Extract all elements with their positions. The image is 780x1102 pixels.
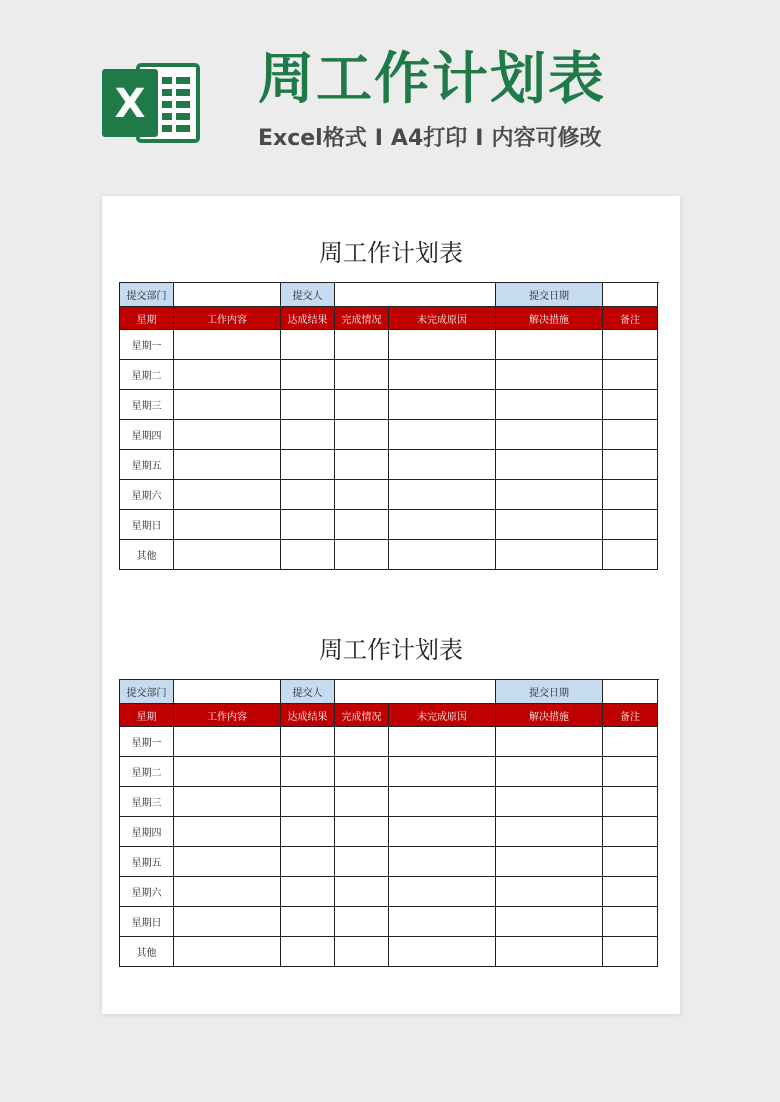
entry-cell[interactable] (389, 480, 496, 510)
entry-cell[interactable] (174, 787, 281, 817)
entry-cell[interactable] (389, 450, 496, 480)
entry-cell[interactable] (335, 360, 389, 390)
day-label: 星期四 (120, 817, 174, 847)
column-header-row (120, 704, 658, 727)
entry-cell[interactable] (174, 847, 281, 877)
day-label: 星期三 (120, 390, 174, 420)
entry-cell[interactable] (389, 847, 496, 877)
table-row (120, 420, 658, 450)
table-row (120, 877, 658, 907)
subtitle-separator: I (475, 126, 484, 151)
day-label: 星期四 (120, 420, 174, 450)
entry-cell[interactable] (281, 757, 335, 787)
column-header: 星期 (120, 307, 174, 330)
column-header: 备注 (603, 307, 658, 330)
entry-cell[interactable] (603, 937, 658, 967)
entry-cell[interactable] (603, 480, 658, 510)
entry-cell[interactable] (389, 877, 496, 907)
entry-cell[interactable] (335, 390, 389, 420)
table-row (120, 390, 658, 420)
entry-cell[interactable] (174, 727, 281, 757)
dept-label: 提交部门 (120, 283, 174, 307)
entry-cell[interactable] (496, 540, 603, 570)
table-row (120, 330, 658, 360)
submitter-label: 提交人 (281, 680, 335, 704)
entry-cell[interactable] (281, 540, 335, 570)
entry-cell[interactable] (281, 787, 335, 817)
sheet-title: 周工作计划表 (319, 636, 463, 664)
entry-cell[interactable] (335, 330, 389, 360)
entry-cell[interactable] (335, 877, 389, 907)
entry-cell[interactable] (281, 420, 335, 450)
dept-value-cell[interactable] (174, 680, 281, 704)
entry-cell[interactable] (174, 390, 281, 420)
table-row (120, 360, 658, 390)
entry-cell[interactable] (335, 757, 389, 787)
entry-cell[interactable] (603, 757, 658, 787)
column-header: 完成情况 (335, 307, 389, 330)
entry-cell[interactable] (335, 817, 389, 847)
document-page (102, 196, 680, 1014)
table-row (120, 937, 658, 967)
entry-cell[interactable] (174, 907, 281, 937)
entry-cell[interactable] (281, 450, 335, 480)
day-label: 星期六 (120, 877, 174, 907)
entry-cell[interactable] (603, 360, 658, 390)
submitter-value-cell[interactable] (335, 680, 496, 704)
entry-cell[interactable] (496, 450, 603, 480)
entry-cell[interactable] (174, 937, 281, 967)
entry-cell[interactable] (603, 817, 658, 847)
column-header: 未完成原因 (389, 307, 496, 330)
page-title: 周工作计划表 (258, 47, 606, 112)
info-row (120, 283, 658, 307)
entry-cell[interactable] (603, 540, 658, 570)
entry-cell[interactable] (603, 330, 658, 360)
entry-cell[interactable] (496, 510, 603, 540)
day-label: 星期三 (120, 787, 174, 817)
entry-cell[interactable] (496, 330, 603, 360)
table-row (120, 727, 658, 757)
logo-letter: X (114, 81, 146, 127)
plan-table (119, 679, 658, 967)
entry-cell[interactable] (174, 420, 281, 450)
entry-cell[interactable] (496, 877, 603, 907)
table-row (120, 817, 658, 847)
entry-cell[interactable] (603, 847, 658, 877)
column-header: 完成情况 (335, 704, 389, 727)
day-label: 星期一 (120, 330, 174, 360)
promo-header (0, 0, 780, 190)
info-row (120, 680, 658, 704)
day-label: 其他 (120, 540, 174, 570)
excel-icon (100, 57, 200, 149)
column-header: 星期 (120, 704, 174, 727)
entry-cell[interactable] (603, 877, 658, 907)
column-header: 解决措施 (496, 704, 603, 727)
entry-cell[interactable] (496, 390, 603, 420)
entry-cell[interactable] (603, 510, 658, 540)
table-row (120, 450, 658, 480)
entry-cell[interactable] (335, 727, 389, 757)
column-header: 备注 (603, 704, 658, 727)
entry-cell[interactable] (174, 480, 281, 510)
entry-cell[interactable] (603, 420, 658, 450)
day-label: 其他 (120, 937, 174, 967)
column-header: 解决措施 (496, 307, 603, 330)
entry-cell[interactable] (603, 450, 658, 480)
entry-cell[interactable] (174, 450, 281, 480)
column-header: 达成结果 (281, 704, 335, 727)
entry-cell[interactable] (496, 817, 603, 847)
entry-cell[interactable] (174, 877, 281, 907)
entry-cell[interactable] (281, 727, 335, 757)
entry-cell[interactable] (335, 420, 389, 450)
subtitle-format: Excel格式 (258, 126, 367, 151)
entry-cell[interactable] (389, 727, 496, 757)
entry-cell[interactable] (603, 727, 658, 757)
entry-cell[interactable] (335, 847, 389, 877)
date-value-cell[interactable] (603, 283, 658, 307)
entry-cell[interactable] (389, 360, 496, 390)
table-row (120, 540, 658, 570)
day-label: 星期二 (120, 360, 174, 390)
entry-cell[interactable] (389, 817, 496, 847)
entry-cell[interactable] (496, 937, 603, 967)
table-row (120, 907, 658, 937)
column-header: 工作内容 (174, 704, 281, 727)
date-value-cell[interactable] (603, 680, 658, 704)
column-header: 未完成原因 (389, 704, 496, 727)
subtitle-editable: 内容可修改 (491, 126, 602, 151)
day-label: 星期一 (120, 727, 174, 757)
day-label: 星期五 (120, 450, 174, 480)
entry-cell[interactable] (174, 817, 281, 847)
day-rows (120, 727, 658, 967)
submitter-value-cell[interactable] (335, 283, 496, 307)
entry-cell[interactable] (335, 450, 389, 480)
entry-cell[interactable] (281, 360, 335, 390)
sheet-title: 周工作计划表 (319, 239, 463, 267)
table-row (120, 847, 658, 877)
day-label: 星期二 (120, 757, 174, 787)
date-label: 提交日期 (496, 283, 603, 307)
entry-cell[interactable] (389, 390, 496, 420)
entry-cell[interactable] (335, 787, 389, 817)
column-header-row (120, 307, 658, 330)
entry-cell[interactable] (496, 420, 603, 450)
entry-cell[interactable] (496, 480, 603, 510)
column-header: 达成结果 (281, 307, 335, 330)
entry-cell[interactable] (281, 847, 335, 877)
day-label: 星期五 (120, 847, 174, 877)
entry-cell[interactable] (496, 907, 603, 937)
entry-cell[interactable] (603, 787, 658, 817)
entry-cell[interactable] (389, 907, 496, 937)
entry-cell[interactable] (335, 540, 389, 570)
entry-cell[interactable] (389, 540, 496, 570)
subtitle (258, 124, 601, 154)
entry-cell[interactable] (335, 510, 389, 540)
entry-cell[interactable] (389, 510, 496, 540)
dept-label: 提交部门 (120, 680, 174, 704)
column-header: 工作内容 (174, 307, 281, 330)
day-label: 星期日 (120, 907, 174, 937)
subtitle-separator: I (374, 126, 383, 151)
entry-cell[interactable] (389, 937, 496, 967)
table-row (120, 757, 658, 787)
entry-cell[interactable] (174, 757, 281, 787)
entry-cell[interactable] (174, 360, 281, 390)
day-label: 星期日 (120, 510, 174, 540)
entry-cell[interactable] (603, 390, 658, 420)
entry-cell[interactable] (496, 360, 603, 390)
entry-cell[interactable] (496, 847, 603, 877)
entry-cell[interactable] (335, 937, 389, 967)
entry-cell[interactable] (389, 757, 496, 787)
entry-cell[interactable] (496, 727, 603, 757)
subtitle-print: A4打印 (390, 126, 468, 151)
entry-cell[interactable] (281, 480, 335, 510)
entry-cell[interactable] (335, 907, 389, 937)
entry-cell[interactable] (389, 330, 496, 360)
entry-cell[interactable] (281, 877, 335, 907)
dept-value-cell[interactable] (174, 283, 281, 307)
entry-cell[interactable] (496, 757, 603, 787)
entry-cell[interactable] (281, 330, 335, 360)
entry-cell[interactable] (281, 390, 335, 420)
entry-cell[interactable] (281, 907, 335, 937)
table-row (120, 787, 658, 817)
entry-cell[interactable] (335, 480, 389, 510)
entry-cell[interactable] (174, 510, 281, 540)
table-row (120, 510, 658, 540)
entry-cell[interactable] (281, 817, 335, 847)
date-label: 提交日期 (496, 680, 603, 704)
day-rows (120, 330, 658, 570)
entry-cell[interactable] (174, 330, 281, 360)
entry-cell[interactable] (389, 787, 496, 817)
entry-cell[interactable] (281, 510, 335, 540)
entry-cell[interactable] (389, 420, 496, 450)
submitter-label: 提交人 (281, 283, 335, 307)
table-row (120, 480, 658, 510)
plan-table (119, 282, 658, 570)
entry-cell[interactable] (281, 937, 335, 967)
entry-cell[interactable] (174, 540, 281, 570)
entry-cell[interactable] (496, 787, 603, 817)
entry-cell[interactable] (603, 907, 658, 937)
day-label: 星期六 (120, 480, 174, 510)
